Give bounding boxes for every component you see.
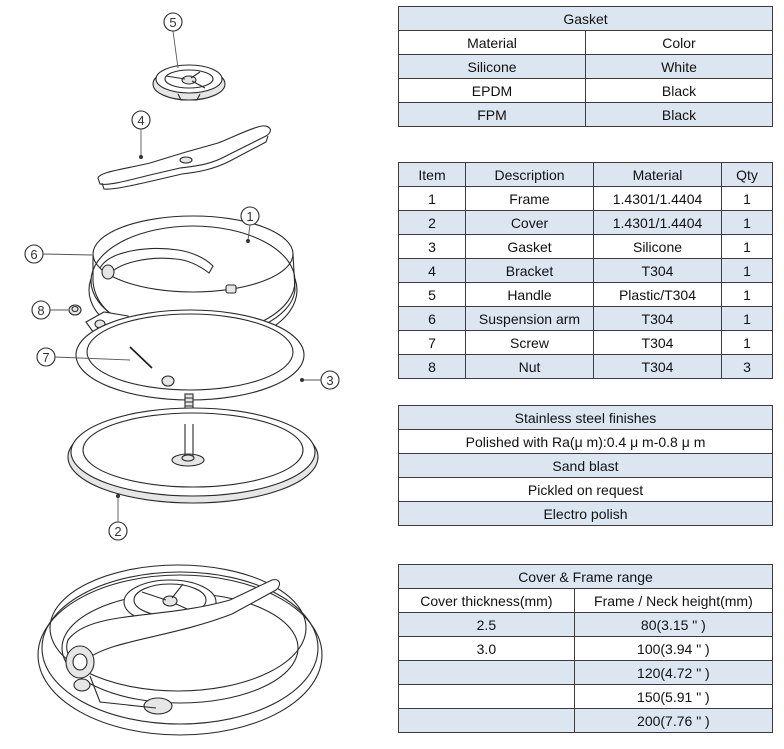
- items-cell: Gasket: [466, 235, 594, 259]
- table-row: [399, 613, 773, 637]
- gasket-cell: Silicone: [399, 55, 586, 79]
- table-row: [399, 478, 773, 502]
- items-cell: Screw: [466, 331, 594, 355]
- items-cell: Suspension arm: [466, 307, 594, 331]
- gasket-table: [398, 6, 773, 127]
- gasket-header-material: Material: [399, 31, 586, 55]
- table-row: [399, 502, 773, 526]
- items-header-description: Description: [466, 163, 594, 187]
- table-row: [399, 661, 773, 685]
- items-cell: 1: [722, 259, 773, 283]
- gasket-cell: FPM: [399, 103, 586, 127]
- items-cell: 1: [722, 331, 773, 355]
- gasket-cell: Black: [586, 79, 773, 103]
- callout-8: [32, 301, 68, 319]
- items-cell: 1: [722, 307, 773, 331]
- callout-6: [25, 245, 92, 263]
- svg-text:4: 4: [137, 113, 145, 128]
- handle-part: [153, 65, 225, 100]
- exploded-assembly-drawing: [0, 0, 390, 749]
- items-cell: 8: [399, 355, 466, 379]
- callout-5: [164, 13, 182, 68]
- items-header-item: Item: [399, 163, 466, 187]
- range-cell: 100(3.94 " ): [574, 637, 772, 661]
- nut-part: [69, 305, 81, 315]
- table-row: [399, 79, 773, 103]
- table-row: [399, 430, 773, 454]
- table-row: [399, 355, 773, 379]
- items-cell: Frame: [466, 187, 594, 211]
- table-row: [399, 259, 773, 283]
- items-cell: 1: [722, 187, 773, 211]
- range-cell: 3.0: [399, 637, 575, 661]
- items-header-material: Material: [594, 163, 722, 187]
- table-row: [399, 187, 773, 211]
- table-row: [399, 637, 773, 661]
- items-cell: Cover: [466, 211, 594, 235]
- range-header-thickness: Cover thickness(mm): [399, 589, 575, 613]
- range-cell: [399, 685, 575, 709]
- gasket-cell: Black: [586, 103, 773, 127]
- range-table-title: Cover & Frame range: [399, 565, 773, 589]
- gasket-part: [76, 310, 304, 400]
- table-row: [399, 235, 773, 259]
- table-row: [399, 331, 773, 355]
- gasket-table-title: Gasket: [399, 7, 773, 31]
- items-cell: 1.4301/1.4404: [594, 187, 722, 211]
- table-row: [399, 709, 773, 733]
- finishes-table-title: Stainless steel finishes: [399, 406, 773, 430]
- table-row: [399, 103, 773, 127]
- range-cell: 120(4.72 " ): [574, 661, 772, 685]
- bracket-part: [98, 126, 270, 189]
- table-row: [399, 55, 773, 79]
- callout-2: [109, 494, 127, 540]
- items-cell: 1: [722, 211, 773, 235]
- items-cell: Handle: [466, 283, 594, 307]
- items-cell: 1.4301/1.4404: [594, 211, 722, 235]
- cover-part: [68, 408, 318, 503]
- table-row: [399, 307, 773, 331]
- items-cell: 7: [399, 331, 466, 355]
- svg-text:3: 3: [326, 373, 334, 388]
- items-cell: Silicone: [594, 235, 722, 259]
- table-row: [399, 283, 773, 307]
- items-cell: 1: [399, 187, 466, 211]
- finish-cell: Polished with Ra(μ m):0.4 μ m-0.8 μ m: [399, 430, 773, 454]
- range-cell: [399, 661, 575, 685]
- svg-text:5: 5: [169, 15, 177, 30]
- items-cell: T304: [594, 307, 722, 331]
- finish-cell: Pickled on request: [399, 478, 773, 502]
- items-cell: T304: [594, 259, 722, 283]
- items-table: [398, 162, 773, 379]
- gasket-cell: White: [586, 55, 773, 79]
- callout-4: [132, 111, 150, 159]
- svg-text:2: 2: [114, 524, 122, 539]
- cover-frame-range-table: [398, 564, 773, 733]
- items-cell: Nut: [466, 355, 594, 379]
- callout-3: [300, 371, 339, 389]
- assembled-view: [38, 565, 322, 735]
- items-cell: T304: [594, 331, 722, 355]
- items-header-qty: Qty: [722, 163, 773, 187]
- table-row: [399, 685, 773, 709]
- gasket-header-color: Color: [586, 31, 773, 55]
- items-cell: T304: [594, 355, 722, 379]
- items-cell: 6: [399, 307, 466, 331]
- items-cell: 1: [722, 283, 773, 307]
- items-cell: 3: [722, 355, 773, 379]
- gasket-cell: EPDM: [399, 79, 586, 103]
- items-cell: 1: [722, 235, 773, 259]
- items-cell: 3: [399, 235, 466, 259]
- finish-cell: Electro polish: [399, 502, 773, 526]
- range-cell: 2.5: [399, 613, 575, 637]
- finishes-table: [398, 405, 773, 526]
- svg-text:6: 6: [30, 247, 38, 262]
- table-row: [399, 211, 773, 235]
- range-header-height: Frame / Neck height(mm): [574, 589, 772, 613]
- svg-text:8: 8: [37, 303, 45, 318]
- svg-text:1: 1: [246, 209, 254, 224]
- svg-text:7: 7: [42, 350, 50, 365]
- range-cell: 80(3.15 " ): [574, 613, 772, 637]
- items-cell: 4: [399, 259, 466, 283]
- range-cell: 200(7.76 " ): [574, 709, 772, 733]
- items-cell: 5: [399, 283, 466, 307]
- items-cell: 2: [399, 211, 466, 235]
- items-cell: Bracket: [466, 259, 594, 283]
- finish-cell: Sand blast: [399, 454, 773, 478]
- range-cell: 150(5.91 " ): [574, 685, 772, 709]
- range-cell: [399, 709, 575, 733]
- table-row: [399, 454, 773, 478]
- items-cell: Plastic/T304: [594, 283, 722, 307]
